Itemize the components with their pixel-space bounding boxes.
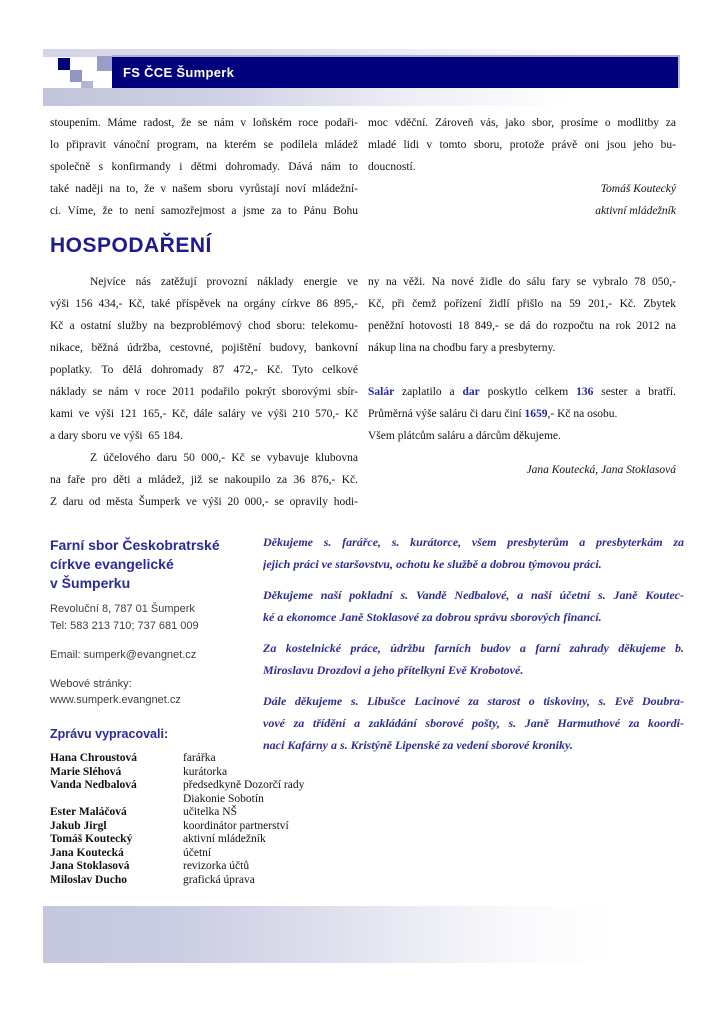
text-line: naci Kafárny a s. Kristýně Lipenské za vedení sborové kroniky. <box>263 738 573 752</box>
text-line: nákup lina na chodbu fary a presbyterny. <box>368 342 556 354</box>
credit-role: farářka <box>183 752 216 764</box>
credit-role: účetní <box>183 846 212 859</box>
text-line: stoupením. Máme radost, že se nám v loňském roce podaři- <box>50 117 358 129</box>
logo-square-navy-icon <box>58 58 70 70</box>
text-line: mladé lidi v tomto sboru, protože právě oni jsou jeho bu- <box>368 139 676 151</box>
text-line: na faře pro děti a mládež, již se nakoupilo za 36 876,- Kč. <box>50 474 358 486</box>
thanks-paragraph <box>263 637 684 681</box>
article-column-right <box>368 112 676 178</box>
text-line: moc vděční. Zároveň vás, jako sbor, prosíme o modlitby za <box>368 117 676 129</box>
text-line: Za kostelnické práce, údržbu farních budov a farní zahrady děkujeme b. <box>263 641 684 655</box>
credit-role: revizorka účtů <box>183 860 250 872</box>
credit-role: učitelka NŠ <box>183 806 237 818</box>
highlight-value: dar <box>462 386 480 398</box>
text-span: sester a bratří. <box>593 386 676 398</box>
finance-column-right <box>368 271 676 359</box>
text-line: Farní sbor Českobratrské <box>50 537 220 553</box>
credit-name: Miloslav Ducho <box>50 873 127 886</box>
text-line: Nejvíce nás zatěžují provozní náklady energie ve <box>90 276 358 288</box>
header-bar <box>112 55 680 88</box>
text-line: Z účelového daru 50 000,- Kč se vybavuje klubovna <box>90 452 358 464</box>
credit-name: Jakub Jirgl <box>50 819 107 832</box>
credit-role: koordinátor partnerství <box>183 819 289 832</box>
text-line: v Šumperku <box>50 575 131 591</box>
credits-list <box>50 752 362 887</box>
credit-name: Hana Chroustová <box>50 752 138 764</box>
signature-role: aktivní mládežník <box>595 205 676 217</box>
text-span: ,- Kč na osobu. <box>547 408 618 420</box>
text-span: zaplatilo a <box>394 386 463 398</box>
text-line: poplatky. To dělá dohromady 87 472,- Kč. Tyto celkové <box>50 364 358 376</box>
header-under-band <box>43 88 613 106</box>
salar-summary <box>368 381 676 447</box>
credit-role: Diakonie Sobotín <box>183 792 264 805</box>
organization-name <box>50 536 265 593</box>
signature-names: Jana Koutecká, Jana Stoklasová <box>526 464 676 476</box>
credits-row <box>50 833 362 847</box>
footer-gradient-bar <box>43 906 690 963</box>
text-line: Revoluční 8, 787 01 Šumperk <box>50 603 195 615</box>
text-line: Miroslavu Drozdovi a jeho přítelkyni Evě Krobotové. <box>263 663 524 677</box>
brand-title: FS ČCE Šumperk <box>123 65 235 80</box>
credits-row <box>50 820 362 834</box>
credits-heading: Zprávu vypracovali: <box>50 727 169 741</box>
text-line: a dary sboru ve výši 65 184. <box>50 430 183 442</box>
finance-signature <box>368 459 676 481</box>
text-span: Průměrná výše saláru či daru činí <box>368 408 525 420</box>
text-line: doucností. <box>368 161 416 173</box>
website-url: www.sumperk.evangnet.cz <box>50 694 181 706</box>
text-line: lo připravit vánoční program, na kterém se podílela mládež <box>50 139 358 151</box>
credits-row <box>50 806 362 820</box>
text-line: Tel: 583 213 710; 737 681 009 <box>50 620 199 632</box>
article-signature <box>368 178 676 222</box>
signature-name: Tomáš Koutecký <box>600 183 676 195</box>
finance-column-left <box>50 271 358 513</box>
text-line: Děkujeme s. farářce, s. kurátorce, všem presbyterům a presbyterkám za <box>263 535 684 549</box>
thanks-paragraph <box>263 531 684 575</box>
text-line: společně s konfirmandy i dětmi dohromady. Dává nám to <box>50 161 358 173</box>
text-line <box>368 403 676 425</box>
credit-role: grafická úprava <box>183 873 255 886</box>
section-title-hospodareni: HOSPODAŘENÍ <box>50 234 212 257</box>
thanks-paragraph <box>263 584 684 628</box>
credit-name: Tomáš Koutecký <box>50 833 133 845</box>
credits-row <box>50 766 362 780</box>
text-line: ké a ekonomce Janě Stoklasové za dobrou správu sborových financí. <box>263 610 602 624</box>
credit-name: Jana Stoklasová <box>50 860 130 872</box>
text-line: jejich práci ve staršovstvu, ochotu ke službě a dobrou týmovou práci. <box>263 557 602 571</box>
thanks-paragraph <box>263 690 684 756</box>
credit-role: aktivní mládežník <box>183 833 266 845</box>
website-label: Webové stránky: <box>50 678 132 690</box>
credit-name: Vanda Nedbalová <box>50 779 137 791</box>
text-line: Z daru od města Šumperk ve výši 20 000,- se opravily hodi- <box>50 496 358 508</box>
organization-address <box>50 601 265 635</box>
highlight-value: 136 <box>576 386 594 398</box>
credit-role: kurátorka <box>183 765 228 778</box>
text-line: výši 156 434,- Kč, také příspěvek na orgány církve 86 895,- <box>50 298 358 310</box>
credits-row <box>50 779 362 793</box>
credits-row <box>50 860 362 874</box>
text-line: také naději na to, že v našem sboru vyrůstají noví mládežní- <box>50 183 358 195</box>
text-line: náklady se nám v roce 2011 podařilo pokrýt sborovými sbír- <box>50 386 358 398</box>
text-line: církve evangelické <box>50 556 174 572</box>
credit-name <box>50 793 183 807</box>
organization-email: Email: sumperk@evangnet.cz <box>50 649 197 661</box>
text-line: nikace, běžná údržba, cestovné, pojištění budovy, bankovní <box>50 342 358 354</box>
text-line: ci. Víme, že to není samozřejmost a jsme za to Pánu Bohu <box>50 205 358 217</box>
credits-row <box>50 874 362 888</box>
text-line <box>368 381 676 403</box>
credit-name: Marie Sléhová <box>50 765 122 778</box>
text-line <box>368 425 676 447</box>
thanks-block <box>263 531 684 765</box>
highlight-value: Salár <box>368 386 395 398</box>
text-line: Kč, při čemž pořízení židlí přišlo na 59 201,- Kč. Zbytek <box>368 298 676 310</box>
credits-row <box>50 793 362 807</box>
highlight-value: 1659 <box>524 408 548 420</box>
credit-name: Ester Maláčová <box>50 806 127 818</box>
credit-role: předsedkyně Dozorčí rady <box>183 779 305 791</box>
text-line: Dále děkujeme s. Libušce Lacinové za starost o tiskoviny, s. Evě Doubra- <box>263 694 684 708</box>
logo-square-bar-icon <box>97 56 112 71</box>
text-line: Děkujeme naší pokladní s. Vandě Nedbalové, a naší účetní s. Janě Koutec- <box>263 588 684 602</box>
text-line: peněžní hotovosti 18 849,- se dá do rozpočtu na rok 2012 na <box>368 320 676 332</box>
article-column-left <box>50 112 358 222</box>
credit-name: Jana Koutecká <box>50 846 124 859</box>
text-line: ny na věži. Na nové židle do sálu fary se vybralo 78 050,- <box>368 276 676 288</box>
text-line: vové za třídění a zakládání sborové pošty, s. Janě Harmuthové za koordi- <box>263 716 684 730</box>
credits-row <box>50 847 362 861</box>
text-line: Kč a ostatní služby na bezproblémový chod sboru: telekomu- <box>50 320 358 332</box>
text-span: poskytlo celkem <box>479 386 577 398</box>
text-span: Všem plátcům saláru a dárcům děkujeme. <box>368 430 561 442</box>
text-line: kami ve výši 121 165,- Kč, dále saláry ve výši 210 570,- Kč <box>50 408 358 420</box>
